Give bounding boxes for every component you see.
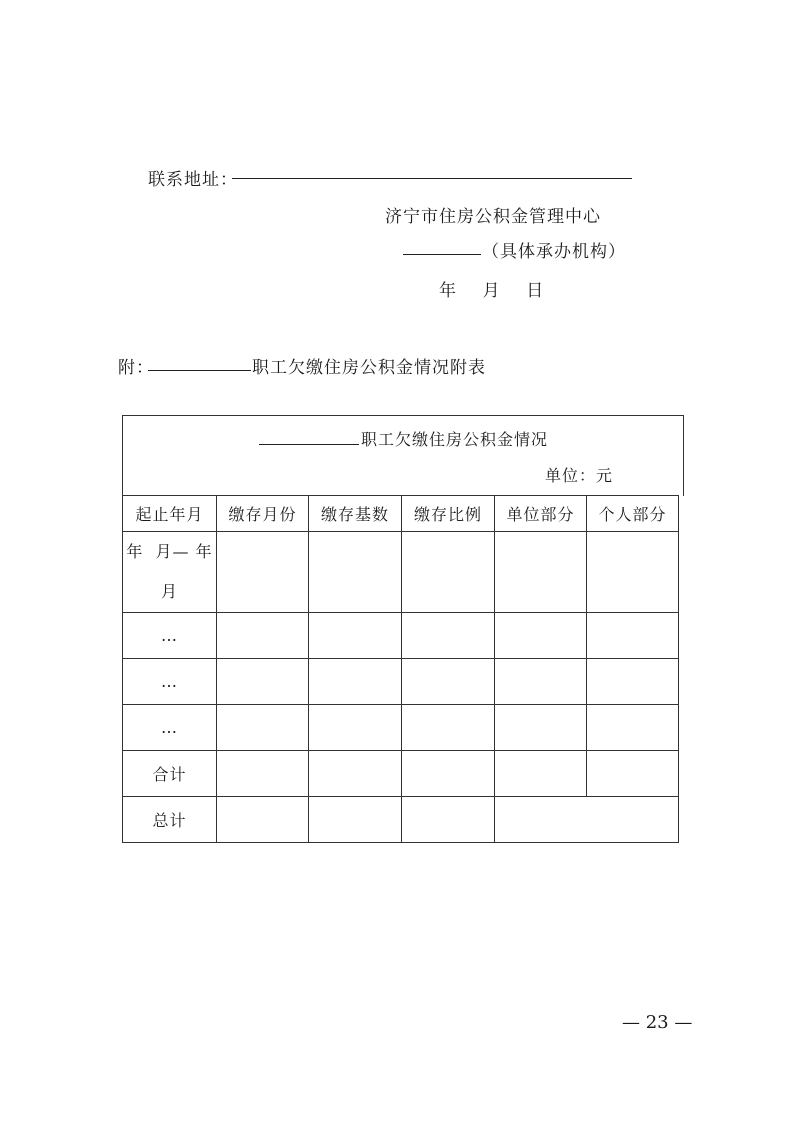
header-ratio: 缴存比例: [402, 496, 495, 532]
subtotal-row: [123, 751, 679, 797]
table-cell: [217, 532, 309, 613]
unit-label: 单位：元: [545, 466, 614, 485]
header-period: 起止年月: [123, 496, 217, 532]
table-cell: [402, 659, 495, 705]
table-row: [123, 532, 679, 613]
table-cell: [217, 797, 309, 843]
table-row: [123, 613, 679, 659]
attachment-title: 职工欠缴住房公积金情况附表: [252, 358, 486, 378]
table-cell: [309, 532, 402, 613]
table-row: [123, 705, 679, 751]
table-cell: [402, 613, 495, 659]
table-cell: [309, 797, 402, 843]
table-cell: [217, 659, 309, 705]
header-employer-part: 单位部分: [495, 496, 587, 532]
issuer-name: 济宁市住房公积金管理中心: [385, 207, 601, 227]
agency-blank-line: [403, 254, 481, 255]
table-cell: [309, 751, 402, 797]
period-line-2: 月: [160, 582, 178, 601]
table-cell: [309, 659, 402, 705]
table-cell: [402, 751, 495, 797]
table-cell: [587, 751, 679, 797]
header-months: 缴存月份: [217, 496, 309, 532]
subtotal-label: 合计: [123, 751, 217, 797]
table-cell: [402, 532, 495, 613]
table-caption: 职工欠缴住房公积金情况: [361, 430, 549, 449]
table-cell: [309, 613, 402, 659]
arrears-table: [122, 495, 679, 843]
attachment-blank-line: [148, 370, 251, 371]
table-cell: [587, 613, 679, 659]
total-row: [123, 797, 679, 843]
table-cell: [495, 751, 587, 797]
table-header-row: [123, 496, 679, 532]
table-cell: [309, 705, 402, 751]
contact-address-label: 联系地址：: [148, 170, 238, 190]
agency-note: （具体承办机构）: [482, 242, 626, 262]
table-cell-merged: [495, 797, 679, 843]
table-cell: [495, 705, 587, 751]
contact-address-line: [232, 178, 632, 179]
table-cell: [587, 705, 679, 751]
table-cell: [217, 751, 309, 797]
table-cell: [495, 532, 587, 613]
table-cell: [402, 705, 495, 751]
ellipsis-cell: …: [123, 613, 217, 659]
table-cell: [495, 613, 587, 659]
table-cell: [402, 797, 495, 843]
header-base: 缴存基数: [309, 496, 402, 532]
period-line-1: 年 月— 年: [126, 542, 213, 561]
table-cell: [495, 659, 587, 705]
caption-blank-line: [259, 444, 359, 445]
table-cell: [217, 705, 309, 751]
header-personal-part: 个人部分: [587, 496, 679, 532]
ellipsis-cell: …: [123, 705, 217, 751]
attachment-prefix: 附：: [118, 358, 154, 378]
page-number: — 23 —: [622, 1012, 693, 1033]
table-cell: [587, 659, 679, 705]
date-line: 年 月 日: [439, 281, 545, 301]
period-cell: [123, 532, 217, 613]
table-cell: [217, 613, 309, 659]
table-caption-box: [122, 415, 684, 496]
table-cell: [587, 532, 679, 613]
table-row: [123, 659, 679, 705]
total-label: 总计: [123, 797, 217, 843]
ellipsis-cell: …: [123, 659, 217, 705]
